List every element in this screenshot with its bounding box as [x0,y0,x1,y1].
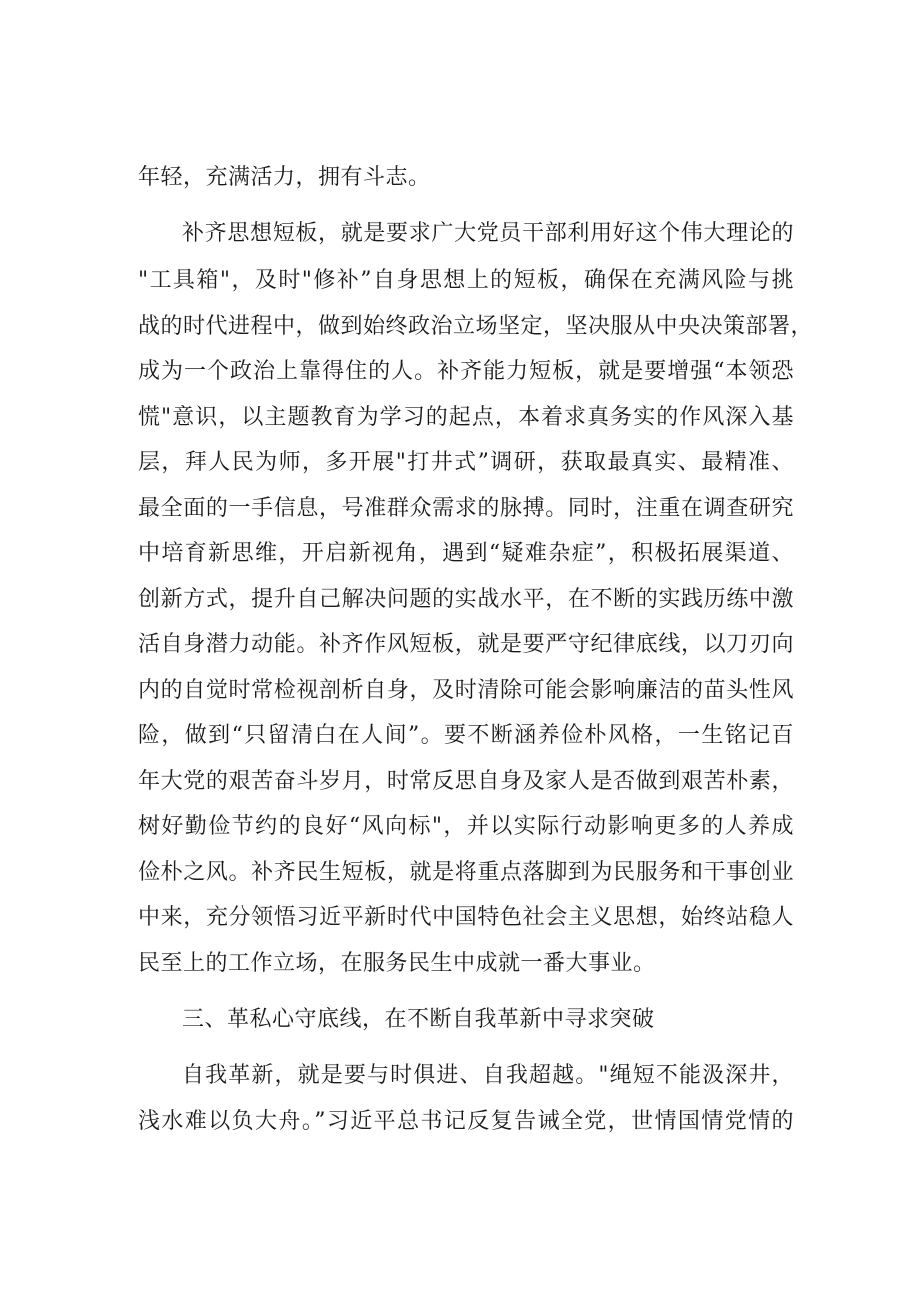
paragraph-line: 险，做到“只留清白在人间”。要不断涵养俭朴风格，一生铭记百 [138,723,794,748]
paragraph-line: 最全面的一手信息，号准群众需求的脉搏。同时，注重在调查研究 [138,496,794,521]
section-heading: 三、革私心守底线，在不断自我革新中寻求突破 [182,1007,655,1032]
paragraph-line: 层，拜人民为师，多开展"打井式”调研，获取最真实、最精准、 [138,450,794,475]
paragraph-line: 俭朴之风。补齐民生短板，就是将重点落脚到为民服务和干事创业 [138,860,794,885]
paragraph-line: 成为一个政治上靠得住的人。补齐能力短板，就是要增强“本领恐 [138,359,794,384]
paragraph-line: 补齐思想短板，就是要求广大党员干部利用好这个伟大理论的 [182,221,794,246]
paragraph-line: 自我革新，就是要与时俱进、自我超越。"绳短不能汲深井， [182,1063,794,1088]
paragraph-line: "工具箱"，及时"修补”自身思想上的短板，确保在充满风险与挑 [138,268,794,293]
paragraph-line: 年轻，充满活力，拥有斗志。 [138,165,431,190]
paragraph-line: 浅水难以负大舟。”习近平总书记反复告诫全党，世情国情党情的 [138,1109,794,1134]
paragraph-line: 活自身潜力动能。补齐作风短板，就是要严守纪律底线，以刀刃向 [138,632,794,657]
paragraph-line: 树好勤俭节约的良好“风向标"，并以实际行动影响更多的人养成 [138,814,794,839]
paragraph-line: 创新方式，提升自己解决问题的实战水平，在不断的实践历练中激 [138,587,794,612]
paragraph-line: 年大党的艰苦奋斗岁月，时常反思自身及家人是否做到艰苦朴素， [138,769,794,794]
paragraph-line: 内的自觉时常检视剖析自身，及时清除可能会影响廉洁的苗头性风 [138,678,794,703]
paragraph-line: 慌"意识，以主题教育为学习的起点，本着求真务实的作风深入基 [138,405,794,430]
paragraph-line: 中来，充分领悟习近平新时代中国特色社会主义思想，始终站稳人 [138,905,794,930]
paragraph-line: 战的时代进程中，做到始终政治立场坚定，坚决服从中央决策部署， [138,314,814,339]
paragraph-line: 民至上的工作立场，在服务民生中成就一番大事业。 [138,951,656,976]
paragraph-line: 中培育新思维，开启新视角，遇到“疑难杂症”，积极拓展渠道、 [138,541,794,566]
